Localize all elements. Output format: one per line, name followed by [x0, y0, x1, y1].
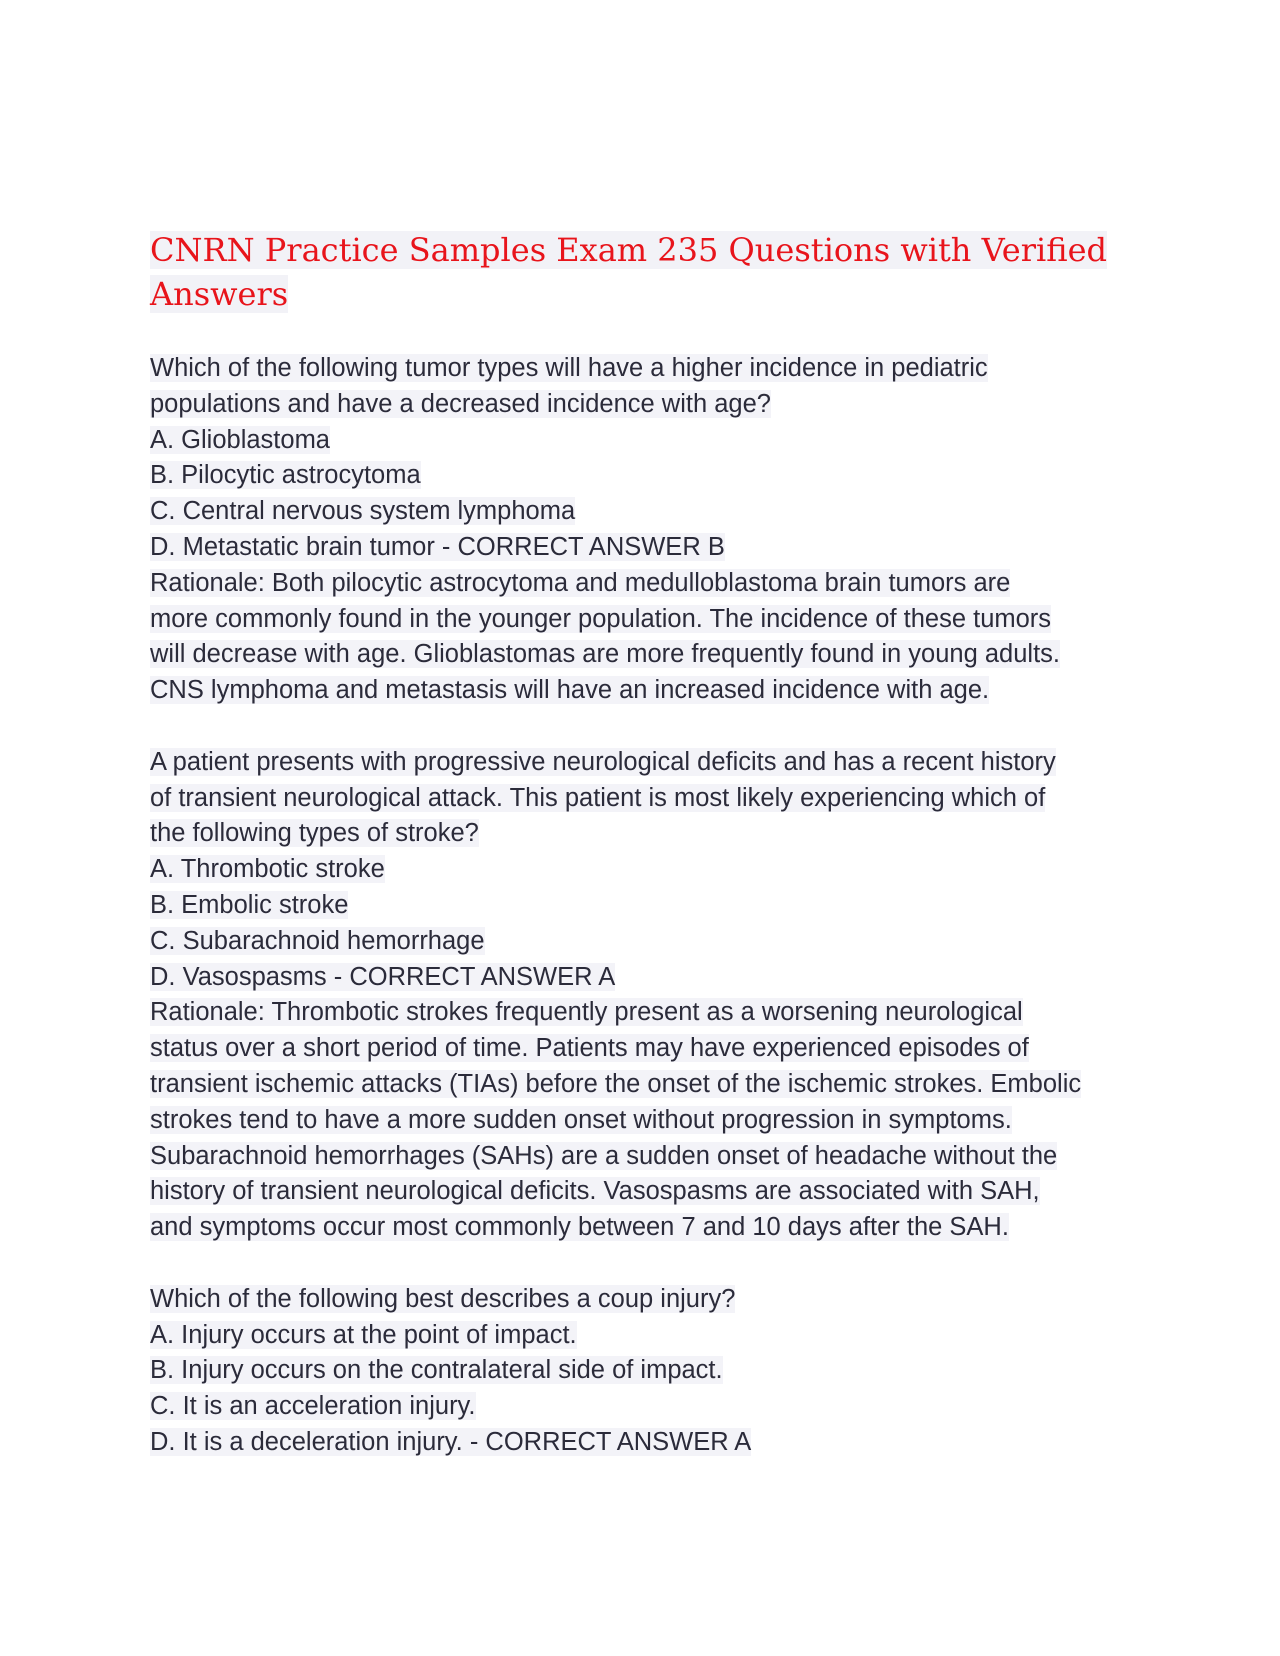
rationale-text: transient ischemic attacks (TIAs) before the onset of the ischemic strokes. Embolic — [150, 1069, 1082, 1098]
answer-option: C. Subarachnoid hemorrhage — [150, 926, 485, 955]
rationale-text: Rationale: Thrombotic strokes frequently present as a worsening neurological — [150, 998, 1023, 1027]
answer-option: B. Embolic stroke — [150, 890, 349, 919]
rationale-text: history of transient neurological deficits. Vasospasms are associated with SAH, — [150, 1177, 1040, 1206]
answer-option-correct: D. Vasospasms - CORRECT ANSWER A — [150, 962, 616, 991]
question-text: Which of the following best describes a coup injury? — [150, 1284, 736, 1313]
title-line: CNRN Practice Samples Exam 235 Questions with Verified — [150, 231, 1107, 269]
answer-option: C. Central nervous system lymphoma — [150, 497, 576, 526]
answer-option-correct: D. Metastatic brain tumor - CORRECT ANSWER B — [150, 532, 725, 561]
rationale-text: strokes tend to have a more sudden onset without progression in symptoms. — [150, 1105, 1012, 1134]
spacer — [150, 1246, 1150, 1282]
rationale-text: Subarachnoid hemorrhages (SAHs) are a sudden onset of headache without the — [150, 1141, 1058, 1170]
answer-option: A. Thrombotic stroke — [150, 855, 385, 884]
title-line: Answers — [150, 275, 289, 313]
question-block-1 — [150, 351, 1150, 709]
rationale-text: more commonly found in the younger population. The incidence of these tumors — [150, 604, 1052, 633]
document-content — [150, 228, 1150, 1461]
question-block-3 — [150, 1282, 1150, 1461]
answer-option: A. Injury occurs at the point of impact. — [150, 1320, 577, 1349]
question-text: Which of the following tumor types will have a higher incidence in pediatric — [150, 354, 988, 382]
answer-option: B. Pilocytic astrocytoma — [150, 461, 421, 490]
rationale-text: CNS lymphoma and metastasis will have an increased incidence with age. — [150, 676, 990, 705]
question-text: of transient neurological attack. This patient is most likely experiencing which of — [150, 783, 1046, 812]
spacer — [150, 316, 1150, 351]
answer-option: A. Glioblastoma — [150, 425, 330, 454]
rationale-text: and symptoms occur most commonly between 7 and 10 days after the SAH. — [150, 1213, 1009, 1242]
answer-option-correct: D. It is a deceleration injury. - CORRECT ANSWER A — [150, 1427, 752, 1456]
answer-option: B. Injury occurs on the contralateral side of impact. — [150, 1356, 723, 1385]
rationale-text: will decrease with age. Glioblastomas are more frequently found in young adults. — [150, 640, 1060, 669]
question-block-2 — [150, 745, 1150, 1246]
answer-option: C. It is an acceleration injury. — [150, 1392, 476, 1421]
document-title — [150, 228, 1150, 316]
question-text: the following types of stroke? — [150, 819, 479, 848]
question-text: A patient presents with progressive neurological deficits and has a recent history — [150, 747, 1056, 776]
rationale-text: status over a short period of time. Patients may have experienced episodes of — [150, 1034, 1029, 1063]
rationale-text: Rationale: Both pilocytic astrocytoma and medulloblastoma brain tumors are — [150, 568, 1011, 597]
spacer — [150, 709, 1150, 745]
question-text: populations and have a decreased incidence with age? — [150, 389, 771, 418]
